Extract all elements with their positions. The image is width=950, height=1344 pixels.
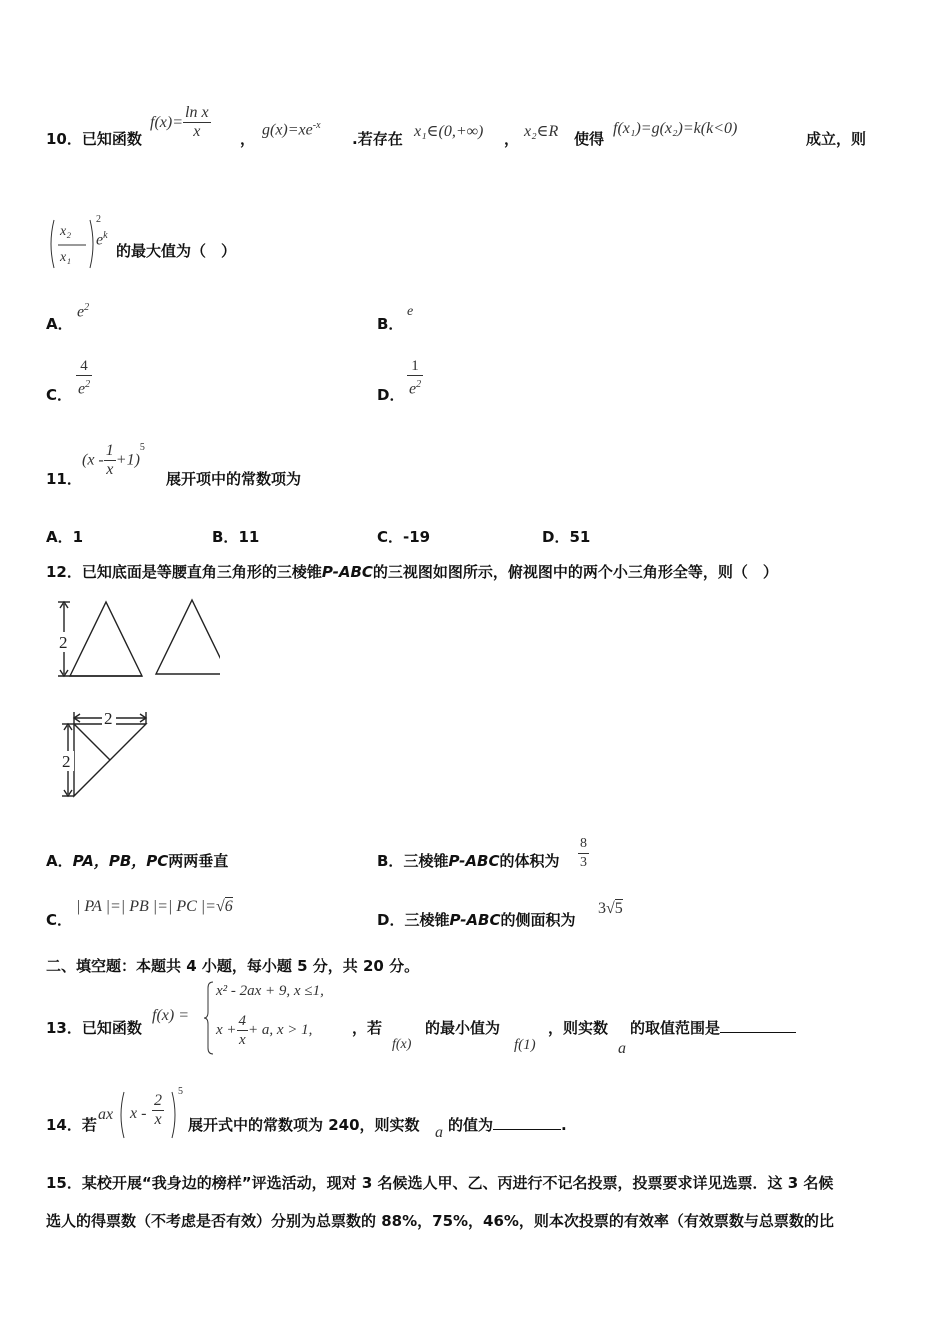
q10-option-d-den [407, 376, 423, 398]
q13-case2-a: x + [216, 1022, 237, 1038]
q13-a: a [618, 1040, 626, 1057]
q10-f-lhs: f(x)= [150, 114, 183, 131]
q14-paren-expr [118, 1088, 188, 1142]
q11-option-c-label: C． [377, 528, 404, 546]
q12-option-c-label: C． [46, 911, 73, 929]
q11-number: 11． [46, 470, 82, 488]
q13-answer-blank[interactable] [720, 1032, 796, 1033]
q12-option-d-text: 三棱锥 [404, 911, 450, 929]
q12-option-b-text: 三棱锥 [403, 852, 449, 870]
q12-option-c-radicand: 6 [224, 898, 233, 915]
q12-text-b: 的三视图如图所示，俯视图中的两个小三角形全等，则（ ） [372, 563, 778, 581]
q13-case2 [216, 1012, 312, 1049]
q10-option-c-label: C． [46, 386, 73, 404]
q12-option-b-label: B． [377, 852, 404, 870]
q12-option-a-label: A． [46, 852, 73, 870]
q10-option-a-e: e [77, 303, 85, 321]
q12-option-b[interactable] [377, 850, 559, 871]
q13-brace-icon [203, 980, 215, 1056]
q12-dim-front: 2 [59, 633, 68, 652]
q10-g-definition [262, 120, 321, 139]
sqrt-icon: √ [215, 898, 225, 915]
q12-three-view-figure [50, 596, 220, 804]
q11-option-c-value: -19 [403, 528, 431, 546]
q12-option-d[interactable] [377, 909, 576, 930]
q10-f-fraction [183, 104, 211, 141]
q10-option-a[interactable] [46, 313, 73, 334]
q11-fraction [104, 442, 116, 479]
q14-inner-num: 2 [154, 1092, 162, 1109]
side-view-triangle [156, 600, 220, 674]
q10-sep1: ， [240, 130, 256, 148]
q12-stem [46, 561, 778, 582]
q12-dim-top-width: 2 [104, 709, 113, 728]
q14-a: a [435, 1124, 443, 1141]
q11-option-b-value: 11 [238, 528, 260, 546]
q11-option-c[interactable] [377, 526, 430, 547]
q12-option-a-value: PA，PB，PC [72, 852, 169, 870]
q10-option-c[interactable] [46, 384, 72, 405]
q10-e: e [96, 231, 104, 249]
q14-inner-fraction [152, 1092, 164, 1129]
q10-g-exponent: -x [312, 120, 321, 131]
q10-option-c-fraction [76, 357, 92, 398]
q10-equation: f(x₁)=g(x₂)=k(k<0) [613, 120, 738, 137]
q11-text: 展开项中的常数项为 [166, 470, 302, 488]
q11-power: 5 [139, 442, 145, 453]
q10-option-b-label: B． [377, 315, 404, 333]
q14-tail [448, 1114, 567, 1135]
q10-line1 [46, 128, 142, 149]
q12-option-b-num: 8 [578, 835, 589, 854]
q12-option-a[interactable] [46, 850, 228, 871]
q10-option-d-num: 1 [407, 357, 423, 376]
q11-option-b[interactable] [212, 526, 259, 547]
q11-option-a-value: 1 [72, 528, 84, 546]
q14-inner-a: x - [130, 1105, 147, 1122]
q13-case2-b: + a, x > 1, [248, 1022, 313, 1038]
q14-end: . [561, 1116, 567, 1134]
front-view-triangle [70, 602, 142, 676]
q10-mid-text: .若存在 [352, 130, 403, 148]
q10-option-d-label: D． [377, 386, 405, 404]
q12-option-d-value [598, 900, 623, 918]
q14-tail-text: 的值为 [448, 1116, 494, 1134]
q14-ax: ax [98, 1106, 114, 1123]
section-title: 二、填空题：本题共 4 小题，每小题 5 分，共 20 分。 [46, 957, 420, 975]
q10-option-c-den [76, 376, 92, 398]
q11-expr-a: (x - [82, 451, 104, 469]
q11-option-a[interactable] [46, 526, 83, 547]
q12-dim-top-height: 2 [62, 752, 71, 771]
q14-answer-blank[interactable] [493, 1129, 561, 1130]
q13-fx: f(x) [392, 1037, 412, 1052]
q13-case2-den: x [238, 1032, 246, 1048]
q12-option-a-tail: 两两垂直 [168, 852, 229, 870]
q10-use-text: 使得 [574, 130, 605, 148]
q10-g-lhs: g(x)=xe [262, 121, 313, 139]
q12-option-c[interactable] [46, 909, 72, 930]
q10-number: 10． [46, 130, 82, 148]
q13-f-lhs: f(x) = [152, 1007, 189, 1024]
sqrt-icon: √ [606, 900, 615, 917]
q10-x2-condition: x₂∈R [524, 123, 559, 140]
q10-option-a-value [77, 302, 89, 321]
q11-option-b-label: B． [212, 528, 239, 546]
q10-option-d-e: e [409, 380, 417, 398]
q10-k: k [103, 230, 108, 241]
q12-option-c-lengths: | PA |=| PB |=| PC |= [76, 898, 216, 915]
q13-f1: f(1) [514, 1037, 536, 1053]
q12-option-d-coef: 3 [598, 900, 606, 917]
q13-minval: 的最小值为 [425, 1019, 501, 1037]
q11-option-a-label: A． [46, 528, 73, 546]
q13-shishu: ，则实数 [548, 1019, 609, 1037]
q13-case1: x² - 2ax + 9, x ≤1, [216, 983, 324, 999]
q14-ruo: 若 [81, 1116, 97, 1134]
q10-sep2: ， [504, 130, 520, 148]
q10-expr-numerator: x₂ [60, 224, 72, 239]
q11-denominator: x [106, 461, 114, 478]
q13-tail-text: 的取值范围是 [630, 1019, 721, 1037]
q14-power: 5 [178, 1086, 183, 1097]
q11-option-d-label: D． [542, 528, 570, 546]
q12-pabc: P-ABC [321, 563, 373, 581]
q12-option-d-tail: 的侧面积为 [500, 911, 576, 929]
q13-intro [46, 1017, 142, 1038]
q12-option-b-fraction [578, 835, 589, 872]
q10-x1-condition: x₁∈(0,+∞) [414, 123, 484, 140]
q11-numerator: 1 [105, 442, 114, 459]
q13-ruo: ，若 [352, 1019, 383, 1037]
q12-option-d-label: D． [377, 911, 405, 929]
q10-option-a-sup: 2 [84, 302, 90, 313]
q14-intro [46, 1114, 97, 1135]
q10-option-b[interactable] [377, 313, 403, 334]
q10-option-a-label: A． [46, 315, 73, 333]
q12-option-c-expr [76, 898, 233, 916]
q10-option-d-fraction [407, 357, 423, 398]
q11-option-d-value: 51 [569, 528, 591, 546]
q11-option-d[interactable] [542, 526, 590, 547]
q12-option-b-tail: 的体积为 [499, 852, 560, 870]
q10-expr-denominator: x₁ [60, 250, 72, 265]
q14-number: 14． [46, 1116, 82, 1134]
q10-expr-power: 2 [96, 214, 101, 225]
q10-tail-text: 成立，则 [806, 130, 867, 148]
q10-f-numerator: ln x [185, 104, 209, 121]
q10-f-denominator: x [193, 123, 201, 140]
q10-option-c-dsup: 2 [85, 379, 91, 390]
q12-option-d-pabc: P-ABC [449, 911, 501, 929]
q13-tail [630, 1017, 796, 1038]
q13-case2-num: 4 [238, 1013, 247, 1029]
q12-option-b-den: 3 [580, 855, 587, 870]
q10-option-d-dsup: 2 [416, 379, 422, 390]
q10-option-d[interactable] [377, 384, 404, 405]
q10-option-b-value: e [407, 304, 414, 319]
q14-inner-den: x [154, 1111, 162, 1128]
q14-text: 展开式中的常数项为 240，则实数 [188, 1116, 420, 1134]
q12-text-a: 12．已知底面是等腰直角三角形的三棱锥 [46, 563, 322, 581]
q10-f-definition [150, 104, 211, 141]
q10-intro: 已知函数 [81, 130, 142, 148]
q11-expression [82, 442, 145, 479]
q10-expr-e [96, 230, 108, 249]
q10-option-c-num: 4 [76, 357, 92, 376]
q12-option-d-radicand: 5 [614, 900, 623, 917]
q13-number: 13． [46, 1019, 82, 1037]
q12-option-b-pabc: P-ABC [448, 852, 500, 870]
q15-line2: 选人的得票数（不考虑是否有效）分别为总票数的 88%，75%，46%，则本次投票的有效率（有效票数与总票数的比 [46, 1212, 834, 1230]
q10-option-c-e: e [78, 380, 86, 398]
q13-intro-text: 已知函数 [81, 1019, 142, 1037]
q15-line1: 15．某校开展“我身边的榜样”评选活动，现对 3 名候选人甲、乙、丙进行不记名投票，投票要求详见选票．这 3 名候 [46, 1174, 834, 1192]
q13-case2-fraction [237, 1012, 249, 1049]
q11-expr-b: +1) [115, 451, 140, 469]
q10-question: 的最大值为（ ） [116, 242, 237, 260]
